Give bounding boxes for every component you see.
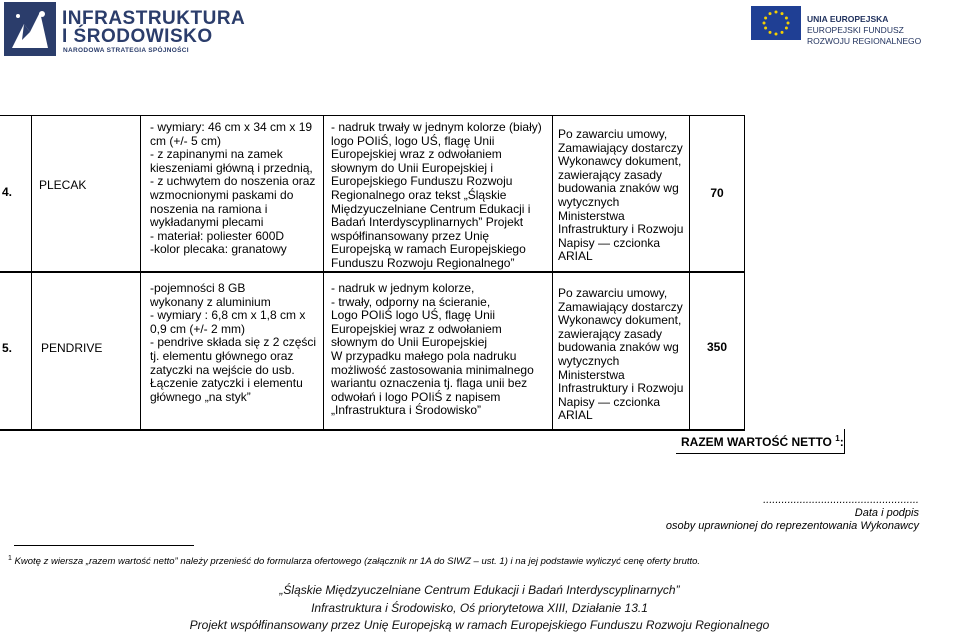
footer-line2: Infrastruktura i Środowisko, Oś priorytetowa XIII, Działanie 13.1	[311, 601, 648, 615]
infrastruktura-srodowisko-logo	[0, 0, 246, 60]
logo-subtitle: NARODOWA STRATEGIA SPÓJNOŚCI	[63, 47, 189, 54]
table-line	[31, 115, 32, 431]
item-description: -pojemności 8 GB wykonany z aluminium - wymiary : 6,8 cm x 1,8 cm x 0,9 cm (+/- 2 mm) - pendrive składa się z 2 części tj. elementu głównego oraz zatyczki na wejście do usb. Łączenie zatyczki i elementu głównego „na styk”	[150, 281, 317, 404]
item-quantity: 70	[710, 186, 724, 200]
row-number: 4.	[2, 185, 13, 199]
eu-line1: UNIA EUROPEJSKA	[807, 14, 889, 24]
item-terms: Po zawarciu umowy, Zamawiający dostarczy Wykonawcy dokument, zawierający zasady budowania znaków wg wytycznych Ministerstwa Infrastruktury i Rozwoju Napisy — czcionka ARIAL	[558, 127, 684, 264]
table-line	[323, 115, 324, 431]
table-line	[140, 115, 141, 431]
item-print-spec: - nadruk trwały w jednym kolorze (biały) logo POIiŚ, logo UŚ, flagę Unii Europejskiej wraz z odwołaniem słownym do Unii Europejskiej i Europejskiego Funduszu Rozwoju Regionalnego oraz tekst „Śląskie Międzyuczelniane Centrum Edukacji i Badań Interdyscyplinarnych” Projekt współfinansowany przez Unię Europejską w ramach Europejskiego Funduszu Rozwoju Regionalnego”	[331, 120, 542, 270]
signature-block	[666, 494, 919, 533]
total-net-label	[681, 432, 851, 450]
item-print-spec: - nadruk w jednym kolorze, - trwały, odporny na ścieranie, Logo POIiŚ logo UŚ, flagę Unii Europejskiej wraz z odwołaniem słownym do Unii Europejskiej W przypadku małego pola nadruku możliwość zastosowania minimalnego wariantu oznaczenia tj. flaga unii bez odwołań i logo POIiŚ z napisem „Infrastruktura i Środowisko”	[331, 281, 534, 418]
item-terms: Po zawarciu umowy, Zamawiający dostarczy Wykonawcy dokument, zawierający zasady budowania znaków wg wytycznych Ministerstwa Infrastruktury i Rozwoju Napisy — czcionka ARIAL	[558, 286, 684, 423]
logo-title-line1: INFRASTRUKTURA	[62, 8, 246, 29]
table-line	[0, 115, 745, 116]
table-line	[744, 115, 745, 431]
eu-line2: EUROPEJSKI FUNDUSZ	[807, 25, 904, 35]
footer-line3: Projekt współfinansowany przez Unię Europejską w ramach Europejskiego Funduszu Rozwoju Regionalnego	[189, 618, 770, 632]
eu-text-block	[807, 14, 921, 47]
eu-erdf-logo	[699, 0, 959, 60]
footnote-separator	[14, 545, 194, 546]
eu-line3: ROZWOJU REGIONALNEGO	[807, 36, 922, 46]
signature-dots: ...................................................	[763, 494, 919, 506]
footer-line1: „Śląskie Międzyuczelniane Centrum Edukacji i Badań Interdyscyplinarnych”	[279, 583, 680, 597]
total-label-text: RAZEM WARTOŚĆ NETTO	[681, 435, 832, 449]
poiis-emblem-icon	[4, 2, 56, 56]
eu-flag-icon	[751, 6, 801, 40]
logo-title-line2: I ŚRODOWISKO	[62, 26, 213, 47]
item-quantity: 350	[706, 340, 728, 354]
item-description: - wymiary: 46 cm x 34 cm x 19 cm (+/- 5 cm) - z zapinanymi na zamek kieszeniami główną i przednią, - z uchwytem do noszenia oraz wzmocnionymi paskami do noszenia na ramiona i wykładanymi plecami - materiał: poliester 600D -kolor plecaka: granatowy	[150, 120, 316, 257]
footnote	[8, 553, 953, 568]
total-colon: :	[839, 435, 844, 449]
table-line	[0, 271, 745, 273]
row-number: 5.	[2, 341, 13, 355]
signature-line2: osoby uprawnionej do reprezentowania Wykonawcy	[665, 520, 919, 532]
table-line	[689, 115, 690, 431]
total-footnote-ref: 1	[835, 434, 840, 443]
footnote-text: Kwotę z wiersza „razem wartość netto” należy przenieść do formularza ofertowego (załącznik nr 1A do SIWZ – ust. 1) i na jej podstawie wyliczyć cenę oferty brutto.	[14, 556, 701, 568]
table-line	[0, 429, 745, 431]
item-name: PENDRIVE	[41, 341, 103, 355]
table-line	[676, 453, 845, 454]
item-name: PLECAK	[39, 178, 87, 192]
signature-line1: Data i podpis	[854, 507, 919, 519]
footnote-mark: 1	[8, 555, 12, 562]
table-line	[552, 115, 553, 431]
